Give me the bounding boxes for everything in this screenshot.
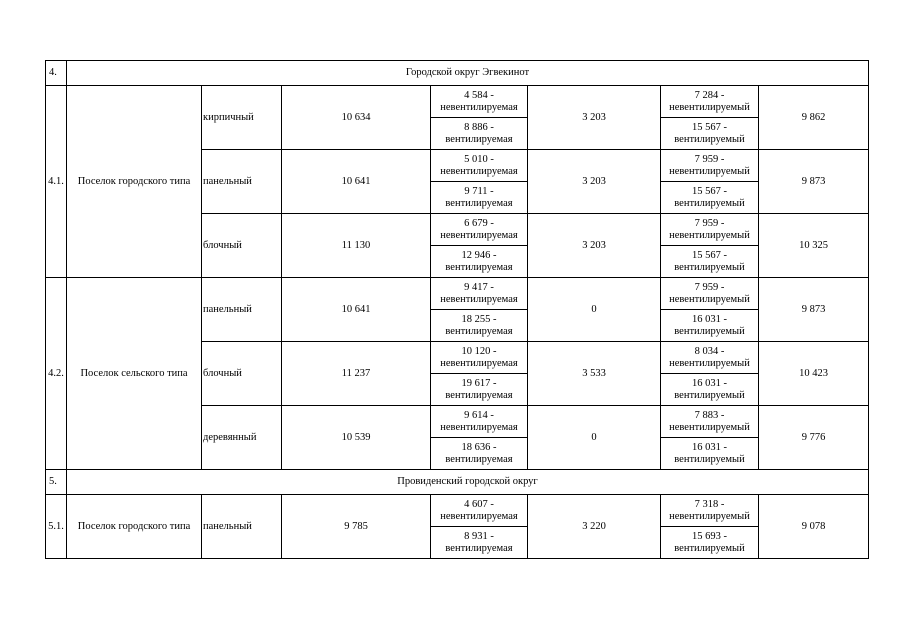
value-cell-3: 9 862 (759, 86, 869, 150)
value-type: невентилируемый (669, 357, 750, 369)
value-type: вентилируемая (445, 453, 513, 465)
value-type: невентилируемый (669, 293, 750, 305)
value-type: невентилируемый (669, 421, 750, 433)
wall-material: блочный (202, 214, 282, 278)
value-cell-1: 10 539 (282, 406, 431, 470)
table-row (46, 278, 869, 310)
value-number: 12 946 - (461, 249, 497, 261)
attic-ventilated-cell (431, 527, 528, 559)
settlement-type: Поселок городского типа (67, 495, 202, 559)
section-number: 5. (46, 470, 67, 495)
value-type: невентилируемая (440, 357, 518, 369)
value-cell-2: 3 203 (528, 86, 661, 150)
wall-material: панельный (202, 495, 282, 559)
table-row (46, 86, 869, 118)
value-type: вентилируемый (674, 325, 745, 337)
attic-nonventilated-cell (431, 406, 528, 438)
tariff-table (45, 60, 869, 559)
value-number: 9 614 - (464, 409, 494, 421)
basement-nonventilated-cell (661, 406, 759, 438)
value-number: 15 567 - (692, 185, 727, 197)
value-cell-3: 10 325 (759, 214, 869, 278)
settlement-type: Поселок городского типа (67, 86, 202, 278)
value-cell-1: 11 237 (282, 342, 431, 406)
basement-nonventilated-cell (661, 150, 759, 182)
basement-ventilated-cell (661, 182, 759, 214)
attic-nonventilated-cell (431, 495, 528, 527)
value-type: невентилируемый (669, 510, 750, 522)
value-type: невентилируемая (440, 421, 518, 433)
value-cell-2: 0 (528, 406, 661, 470)
value-number: 7 959 - (694, 217, 725, 229)
value-number: 6 679 - (464, 217, 494, 229)
value-cell-3: 9 776 (759, 406, 869, 470)
value-number: 7 959 - (694, 281, 725, 293)
value-cell-2: 3 533 (528, 342, 661, 406)
wall-material: панельный (202, 278, 282, 342)
basement-nonventilated-cell (661, 214, 759, 246)
value-number: 15 567 - (692, 249, 727, 261)
wall-material: блочный (202, 342, 282, 406)
attic-nonventilated-cell (431, 342, 528, 374)
value-type: невентилируемый (669, 229, 750, 241)
value-number: 9 417 - (464, 281, 494, 293)
attic-ventilated-cell (431, 246, 528, 278)
attic-ventilated-cell (431, 438, 528, 470)
value-type: вентилируемый (674, 542, 745, 554)
value-type: невентилируемый (669, 165, 750, 177)
value-type: вентилируемая (445, 389, 513, 401)
basement-nonventilated-cell (661, 342, 759, 374)
value-number: 8 886 - (464, 121, 494, 133)
value-number: 16 031 - (692, 377, 727, 389)
value-number: 8 034 - (694, 345, 725, 357)
basement-ventilated-cell (661, 527, 759, 559)
basement-nonventilated-cell (661, 278, 759, 310)
value-number: 18 255 - (461, 313, 497, 325)
section-title: Провиденский городской округ (67, 470, 869, 495)
basement-ventilated-cell (661, 246, 759, 278)
value-number: 15 567 - (692, 121, 727, 133)
value-type: невентилируемая (440, 293, 518, 305)
value-number: 16 031 - (692, 441, 727, 453)
value-number: 8 931 - (464, 530, 494, 542)
value-type: невентилируемая (440, 101, 518, 113)
value-cell-2: 3 220 (528, 495, 661, 559)
value-cell-2: 3 203 (528, 214, 661, 278)
basement-nonventilated-cell (661, 86, 759, 118)
value-number: 7 318 - (694, 498, 725, 510)
value-number: 7 883 - (694, 409, 725, 421)
attic-ventilated-cell (431, 310, 528, 342)
value-type: вентилируемый (674, 261, 745, 273)
value-number: 4 607 - (464, 498, 494, 510)
attic-ventilated-cell (431, 374, 528, 406)
group-number: 5.1. (46, 495, 67, 559)
attic-nonventilated-cell (431, 278, 528, 310)
basement-nonventilated-cell (661, 495, 759, 527)
value-type: невентилируемый (669, 101, 750, 113)
attic-nonventilated-cell (431, 214, 528, 246)
value-number: 5 010 - (464, 153, 494, 165)
value-number: 4 584 - (464, 89, 494, 101)
value-cell-3: 9 873 (759, 150, 869, 214)
basement-ventilated-cell (661, 310, 759, 342)
value-type: невентилируемая (440, 510, 518, 522)
value-type: вентилируемая (445, 542, 513, 554)
value-cell-2: 0 (528, 278, 661, 342)
value-number: 10 120 - (461, 345, 497, 357)
settlement-type: Поселок сельского типа (67, 278, 202, 470)
value-number: 7 959 - (694, 153, 725, 165)
attic-ventilated-cell (431, 182, 528, 214)
value-cell-3: 9 873 (759, 278, 869, 342)
value-type: вентилируемый (674, 197, 745, 209)
attic-nonventilated-cell (431, 86, 528, 118)
group-number: 4.1. (46, 86, 67, 278)
table-row (46, 495, 869, 527)
value-number: 15 693 - (692, 530, 727, 542)
attic-ventilated-cell (431, 118, 528, 150)
value-number: 19 617 - (461, 377, 497, 389)
value-number: 16 031 - (692, 313, 727, 325)
basement-ventilated-cell (661, 438, 759, 470)
basement-ventilated-cell (661, 374, 759, 406)
value-cell-1: 10 641 (282, 150, 431, 214)
value-cell-2: 3 203 (528, 150, 661, 214)
value-type: вентилируемая (445, 197, 513, 209)
value-type: невентилируемая (440, 165, 518, 177)
wall-material: кирпичный (202, 86, 282, 150)
value-type: невентилируемая (440, 229, 518, 241)
attic-nonventilated-cell (431, 150, 528, 182)
basement-ventilated-cell (661, 118, 759, 150)
section-header-row (46, 61, 869, 86)
value-type: вентилируемый (674, 389, 745, 401)
value-type: вентилируемый (674, 133, 745, 145)
value-type: вентилируемый (674, 453, 745, 465)
value-cell-1: 11 130 (282, 214, 431, 278)
value-type: вентилируемая (445, 133, 513, 145)
value-cell-1: 9 785 (282, 495, 431, 559)
value-number: 9 711 - (464, 185, 494, 197)
group-number: 4.2. (46, 278, 67, 470)
value-cell-1: 10 634 (282, 86, 431, 150)
value-cell-3: 10 423 (759, 342, 869, 406)
value-number: 7 284 - (694, 89, 725, 101)
value-type: вентилируемая (445, 325, 513, 337)
section-title: Городской округ Эгвекинот (67, 61, 869, 86)
section-number: 4. (46, 61, 67, 86)
value-type: вентилируемая (445, 261, 513, 273)
section-header-row (46, 470, 869, 495)
value-number: 18 636 - (461, 441, 497, 453)
wall-material: деревянный (202, 406, 282, 470)
wall-material: панельный (202, 150, 282, 214)
value-cell-1: 10 641 (282, 278, 431, 342)
value-cell-3: 9 078 (759, 495, 869, 559)
